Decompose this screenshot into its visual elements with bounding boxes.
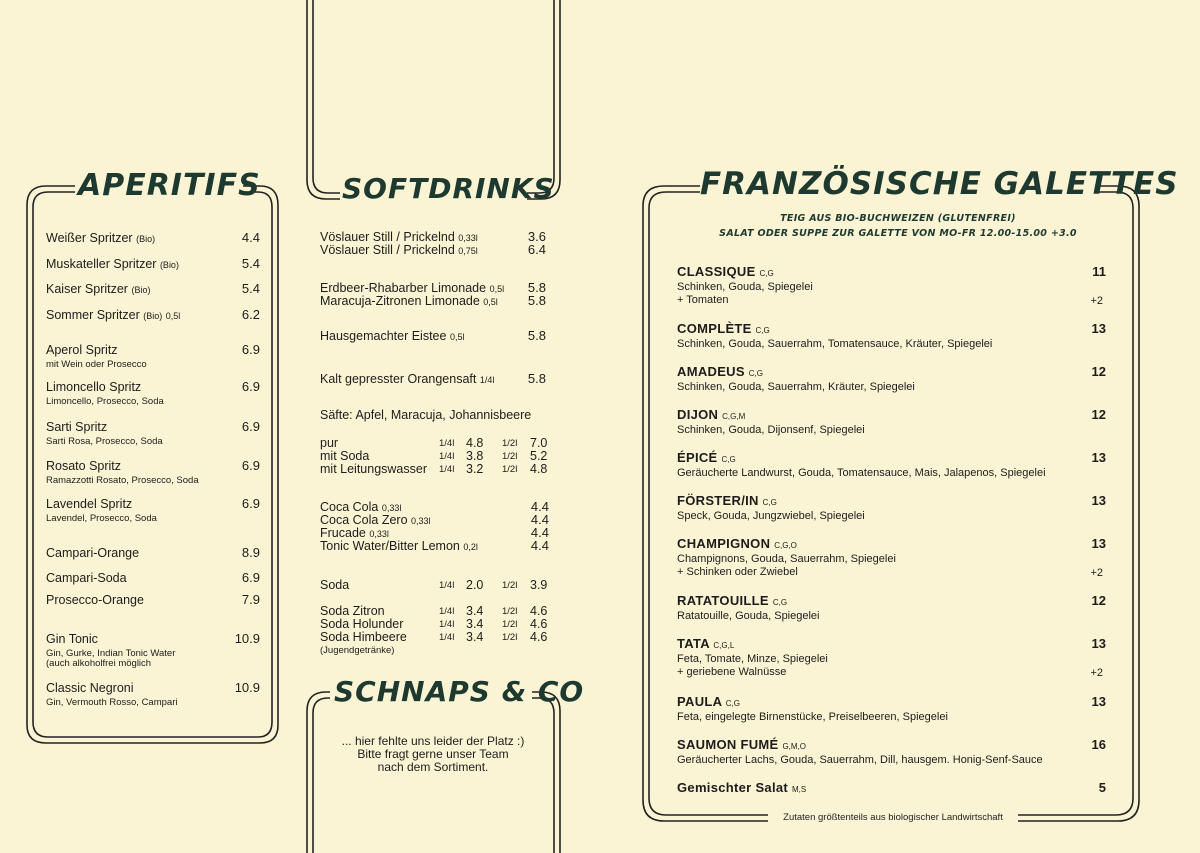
aperitif-description: Sarti Rosa, Prosecco, Soda	[46, 436, 163, 447]
galette-description: Champignons, Gouda, Sauerrahm, Spiegelei	[677, 553, 896, 565]
softdrink-price: 5.8	[527, 371, 546, 386]
galette-extra-price: +2	[1090, 567, 1103, 579]
softdrink-volume: 0,5l	[449, 332, 465, 342]
allergen-codes: C,G	[748, 369, 763, 378]
softdrink-volume: 0,33l	[381, 503, 402, 513]
galette-price: 11	[1092, 264, 1106, 279]
galette-extra: + geriebene Walnüsse	[677, 666, 787, 678]
galette-label: RATATOUILLE	[677, 593, 769, 608]
galette-extra: + Schinken oder Zwiebel	[677, 566, 798, 578]
aperitif-bio: (Bio)	[136, 234, 156, 244]
softdrink-volume: 1/2l	[502, 580, 518, 591]
softdrink-name	[320, 294, 498, 309]
allergen-codes: C,G,M	[722, 412, 746, 421]
salad-label: Gemischter Salat	[677, 780, 789, 795]
aperitif-label: Campari-Soda	[46, 571, 127, 585]
softdrink-price: 5.8	[527, 280, 546, 295]
softdrink-price: 4.4	[530, 499, 549, 514]
softdrink-volume: 1/2l	[502, 632, 518, 643]
galette-price: 16	[1091, 737, 1106, 752]
softdrink-volume: 1/4l	[439, 464, 455, 475]
aperitif-price: 5.4	[241, 256, 260, 271]
aperitif-description: Lavendel, Prosecco, Soda	[46, 513, 157, 524]
aperitif-label: Kaiser Spritzer	[46, 282, 128, 296]
galette-description: Feta, Tomate, Minze, Spiegelei	[677, 653, 828, 665]
galette-name	[677, 493, 777, 510]
allergen-codes: C,G,O	[774, 541, 797, 550]
softdrink-volume: 1/2l	[502, 451, 518, 462]
schnaps-line: nach dem Sortiment.	[377, 760, 489, 774]
softdrink-price: 4.6	[530, 617, 548, 631]
allergen-codes: C,G,L	[713, 641, 735, 650]
galette-description: Schinken, Gouda, Sauerrahm, Tomatensauce, Kräuter, Spiegelei	[677, 338, 993, 350]
galettes-subtitle-1: TEIG AUS BIO-BUCHWEIZEN (GLUTENFREI)	[780, 213, 1016, 224]
galette-name	[677, 264, 774, 281]
galette-price: 12	[1091, 364, 1106, 379]
softdrink-price: 3.2	[466, 462, 484, 476]
softdrink-volume: 1/4l	[439, 438, 455, 449]
aperitif-price: 6.9	[241, 496, 260, 511]
softdrink-price: 4.4	[530, 538, 549, 553]
softdrink-name: mit Soda	[320, 449, 370, 463]
softdrink-price: 4.4	[530, 525, 549, 540]
softdrink-volume: 1/2l	[502, 438, 518, 449]
galette-price: 13	[1091, 493, 1106, 508]
aperitif-name	[46, 497, 132, 511]
aperitif-price: 6.9	[241, 570, 260, 585]
galette-name	[677, 737, 806, 754]
aperitif-name	[46, 593, 144, 607]
aperitif-price: 6.9	[241, 342, 260, 357]
aperitif-description: Limoncello, Prosecco, Soda	[46, 396, 164, 407]
aperitif-name	[46, 380, 141, 394]
softdrink-volume: 1/2l	[502, 619, 518, 630]
allergen-codes: C,G	[721, 455, 736, 464]
softdrink-label: Frucade	[320, 526, 366, 540]
softdrink-volume: 0,5l	[483, 297, 498, 307]
allergen-codes: C,G	[725, 699, 740, 708]
aperitif-name	[46, 257, 179, 272]
galette-label: SAUMON FUMÉ	[677, 737, 779, 752]
allergen-codes: G,M,O	[782, 742, 807, 751]
softdrink-label: Coca Cola	[320, 500, 379, 514]
galette-description: Schinken, Gouda, Dijonsenf, Spiegelei	[677, 424, 865, 436]
softdrink-label: Hausgemachter Eistee	[320, 329, 447, 343]
softdrink-label: Maracuja-Zitronen Limonade	[320, 294, 480, 308]
aperitifs-title: APERITIFS	[78, 168, 261, 203]
softdrink-price: 4.8	[530, 462, 548, 476]
softdrink-name: mit Leitungswasser	[320, 462, 427, 476]
galette-name	[677, 536, 797, 553]
galette-description: Schinken, Gouda, Sauerrahm, Kräuter, Spiegelei	[677, 381, 915, 393]
softdrinks-title: SOFTDRINKS	[342, 172, 555, 205]
softdrink-price: 5.8	[527, 293, 546, 308]
softdrink-price: 4.6	[530, 630, 548, 644]
softdrink-name: pur	[320, 436, 339, 450]
softdrink-volume: 0,33l	[458, 233, 478, 243]
galette-description: Geräucherter Lachs, Gouda, Sauerrahm, Dill, hausgem. Honig-Senf-Sauce	[677, 754, 1043, 766]
galette-name	[677, 694, 740, 711]
schnaps-line: ... hier fehlte uns leider der Platz :)	[341, 734, 525, 748]
aperitif-price: 10.9	[234, 631, 260, 646]
softdrink-price: 3.4	[466, 604, 484, 618]
softdrink-name	[320, 372, 494, 387]
galette-description: Speck, Gouda, Jungzwiebel, Spiegelei	[677, 510, 865, 522]
softdrink-volume: 1/4l	[479, 375, 495, 385]
softdrink-volume: 1/4l	[439, 451, 455, 462]
galette-label: AMADEUS	[677, 364, 745, 379]
galettes-title: FRANZÖSISCHE GALETTES	[700, 166, 1179, 202]
aperitif-label: Weißer Spritzer	[46, 231, 133, 245]
softdrink-name: Soda Zitron	[320, 604, 385, 618]
aperitif-description: Gin, Gurke, Indian Tonic Water	[46, 648, 176, 659]
aperitif-price: 4.4	[241, 230, 260, 245]
galette-description: Geräucherte Landwurst, Gouda, Tomatensauce, Mais, Jalapenos, Spiegelei	[677, 467, 1046, 479]
softdrink-price: 3.4	[466, 630, 484, 644]
softdrink-name	[320, 539, 478, 554]
schnaps-title: SCHNAPS & CO	[334, 675, 585, 708]
aperitif-price: 10.9	[234, 680, 260, 695]
galette-price: 12	[1091, 407, 1106, 422]
aperitif-name	[46, 420, 107, 434]
softdrink-price: 3.6	[527, 229, 546, 244]
salad-name	[677, 780, 806, 797]
galette-name	[677, 321, 770, 338]
softdrink-price: 2.0	[466, 578, 484, 592]
galette-name	[677, 407, 745, 424]
softdrink-name	[320, 243, 478, 258]
aperitif-name	[46, 681, 134, 695]
aperitif-label: Sarti Spritz	[46, 420, 108, 434]
schnaps-line: Bitte fragt gerne unser Team	[357, 747, 509, 761]
softdrink-price: 4.4	[530, 512, 549, 527]
galettes-subtitle-2: SALAT ODER SUPPE ZUR GALETTE VON MO-FR 12.00-15.00 +3.0	[719, 228, 1077, 239]
allergen-codes: C,G	[755, 326, 770, 335]
allergen-codes: C,G	[772, 598, 788, 607]
galette-price: 13	[1091, 636, 1106, 651]
allergen-codes: C,G	[759, 269, 774, 278]
galette-label: COMPLÈTE	[677, 321, 752, 336]
aperitif-name	[46, 231, 155, 246]
softdrink-name: Soda	[320, 578, 350, 592]
aperitif-description: Ramazzotti Rosato, Prosecco, Soda	[46, 475, 199, 486]
galette-price: 13	[1091, 321, 1106, 336]
softdrink-volume: 1/2l	[502, 464, 518, 475]
softdrink-price: 5.2	[530, 449, 548, 463]
galette-name	[677, 364, 763, 381]
aperitif-bio: (Bio)	[159, 260, 179, 270]
galette-label: CLASSIQUE	[677, 264, 756, 279]
galette-extra-price: +2	[1090, 667, 1103, 679]
softdrink-volume: 0,33l	[411, 516, 431, 526]
softdrink-volume: 0,75l	[458, 246, 478, 256]
aperitif-label: Limoncello Spritz	[46, 380, 142, 394]
aperitif-label: Prosecco-Orange	[46, 593, 144, 607]
softdrink-volume: 1/2l	[502, 606, 518, 617]
aperitif-name	[46, 632, 98, 646]
aperitif-price: 6.9	[241, 458, 260, 473]
aperitif-label: Classic Negroni	[46, 681, 134, 695]
galette-price: 13	[1091, 450, 1106, 465]
softdrink-label: Vöslauer Still / Prickelnd	[320, 243, 455, 257]
softdrink-name: Soda Holunder	[320, 617, 404, 631]
galette-description: Ratatouille, Gouda, Spiegelei	[677, 610, 820, 622]
schnaps-note	[313, 735, 553, 774]
aperitif-name	[46, 459, 121, 473]
softdrink-label: Tonic Water/Bitter Lemon	[320, 539, 460, 553]
galette-price: 13	[1091, 536, 1106, 551]
galette-price: 12	[1091, 593, 1106, 608]
softdrink-label: Coca Cola Zero	[320, 513, 408, 527]
softdrink-volume: 0,33l	[369, 529, 389, 539]
softdrink-label: Erdbeer-Rhabarber Limonade	[320, 281, 487, 295]
aperitif-label: Aperol Spritz	[46, 343, 118, 357]
aperitif-volume: 0,5l	[165, 311, 181, 321]
aperitif-price: 6.2	[241, 307, 260, 322]
galettes-footer: Zutaten größtenteils aus biologischer Landwirtschaft	[783, 812, 1003, 823]
aperitif-label: Campari-Orange	[46, 546, 140, 560]
softdrink-name	[320, 329, 464, 344]
aperitif-description: (auch alkoholfrei möglich	[46, 658, 152, 669]
softdrink-label: Kalt gepresster Orangensaft	[320, 372, 477, 386]
galette-label: CHAMPIGNON	[677, 536, 771, 551]
aperitif-price: 7.9	[241, 592, 260, 607]
galette-name	[677, 593, 787, 610]
salad-price: 5	[1098, 780, 1106, 795]
softdrink-price: 3.8	[466, 449, 484, 463]
softdrink-volume: 1/4l	[439, 619, 455, 630]
softdrink-price: 5.8	[527, 328, 546, 343]
galette-name	[677, 636, 734, 653]
softdrink-label: Vöslauer Still / Prickelnd	[320, 230, 455, 244]
galette-description: Schinken, Gouda, Spiegelei	[677, 281, 813, 293]
softdrink-price: 6.4	[527, 242, 546, 257]
galette-name	[677, 450, 736, 467]
softdrink-price: 3.4	[466, 617, 484, 631]
jugend-note: (Jugendgetränke)	[320, 645, 395, 656]
aperitif-name	[46, 282, 150, 297]
aperitif-price: 6.9	[241, 379, 260, 394]
aperitif-bio: (Bio)	[143, 311, 163, 321]
aperitif-price: 6.9	[241, 419, 260, 434]
softdrink-price: 3.9	[530, 578, 548, 592]
softdrink-volume: 1/4l	[439, 580, 455, 591]
aperitif-label: Lavendel Spritz	[46, 497, 133, 511]
galette-extra: + Tomaten	[677, 294, 729, 306]
aperitif-name	[46, 343, 118, 357]
aperitif-description: mit Wein oder Prosecco	[46, 359, 147, 370]
softdrink-price: 7.0	[530, 436, 548, 450]
galette-label: FÖRSTER/IN	[677, 493, 759, 508]
aperitif-price: 5.4	[241, 281, 260, 296]
galette-price: 13	[1091, 694, 1106, 709]
aperitif-name	[46, 308, 180, 323]
softdrink-price: 4.8	[466, 436, 484, 450]
galette-label: TATA	[677, 636, 710, 651]
softdrink-price: 4.6	[530, 604, 548, 618]
softdrink-volume: 1/4l	[439, 632, 455, 643]
aperitif-name	[46, 571, 127, 585]
aperitif-description: Gin, Vermouth Rosso, Campari	[46, 697, 178, 708]
aperitif-name	[46, 546, 139, 560]
galette-label: DIJON	[677, 407, 719, 422]
galette-label: PAULA	[677, 694, 722, 709]
aperitif-price: 8.9	[241, 545, 260, 560]
softdrink-name: Soda Himbeere	[320, 630, 407, 644]
aperitif-bio: (Bio)	[131, 285, 151, 295]
allergen-codes: C,G	[762, 498, 777, 507]
aperitif-label: Muskateller Spritzer	[46, 257, 157, 271]
softdrink-volume: 0,2l	[463, 542, 478, 552]
galette-label: ÉPICÉ	[677, 450, 718, 465]
softdrink-volume: 1/4l	[439, 606, 455, 617]
galette-extra-price: +2	[1090, 295, 1103, 307]
galette-description: Feta, eingelegte Birnenstücke, Preiselbeeren, Spiegelei	[677, 711, 948, 723]
allergen-codes: M,S	[791, 785, 807, 794]
aperitif-label: Sommer Spritzer	[46, 308, 140, 322]
softdrink-volume: 0,5l	[489, 284, 505, 294]
saefte-heading: Säfte: Apfel, Maracuja, Johannisbeere	[320, 408, 532, 422]
aperitif-label: Gin Tonic	[46, 632, 98, 646]
aperitif-label: Rosato Spritz	[46, 459, 122, 473]
